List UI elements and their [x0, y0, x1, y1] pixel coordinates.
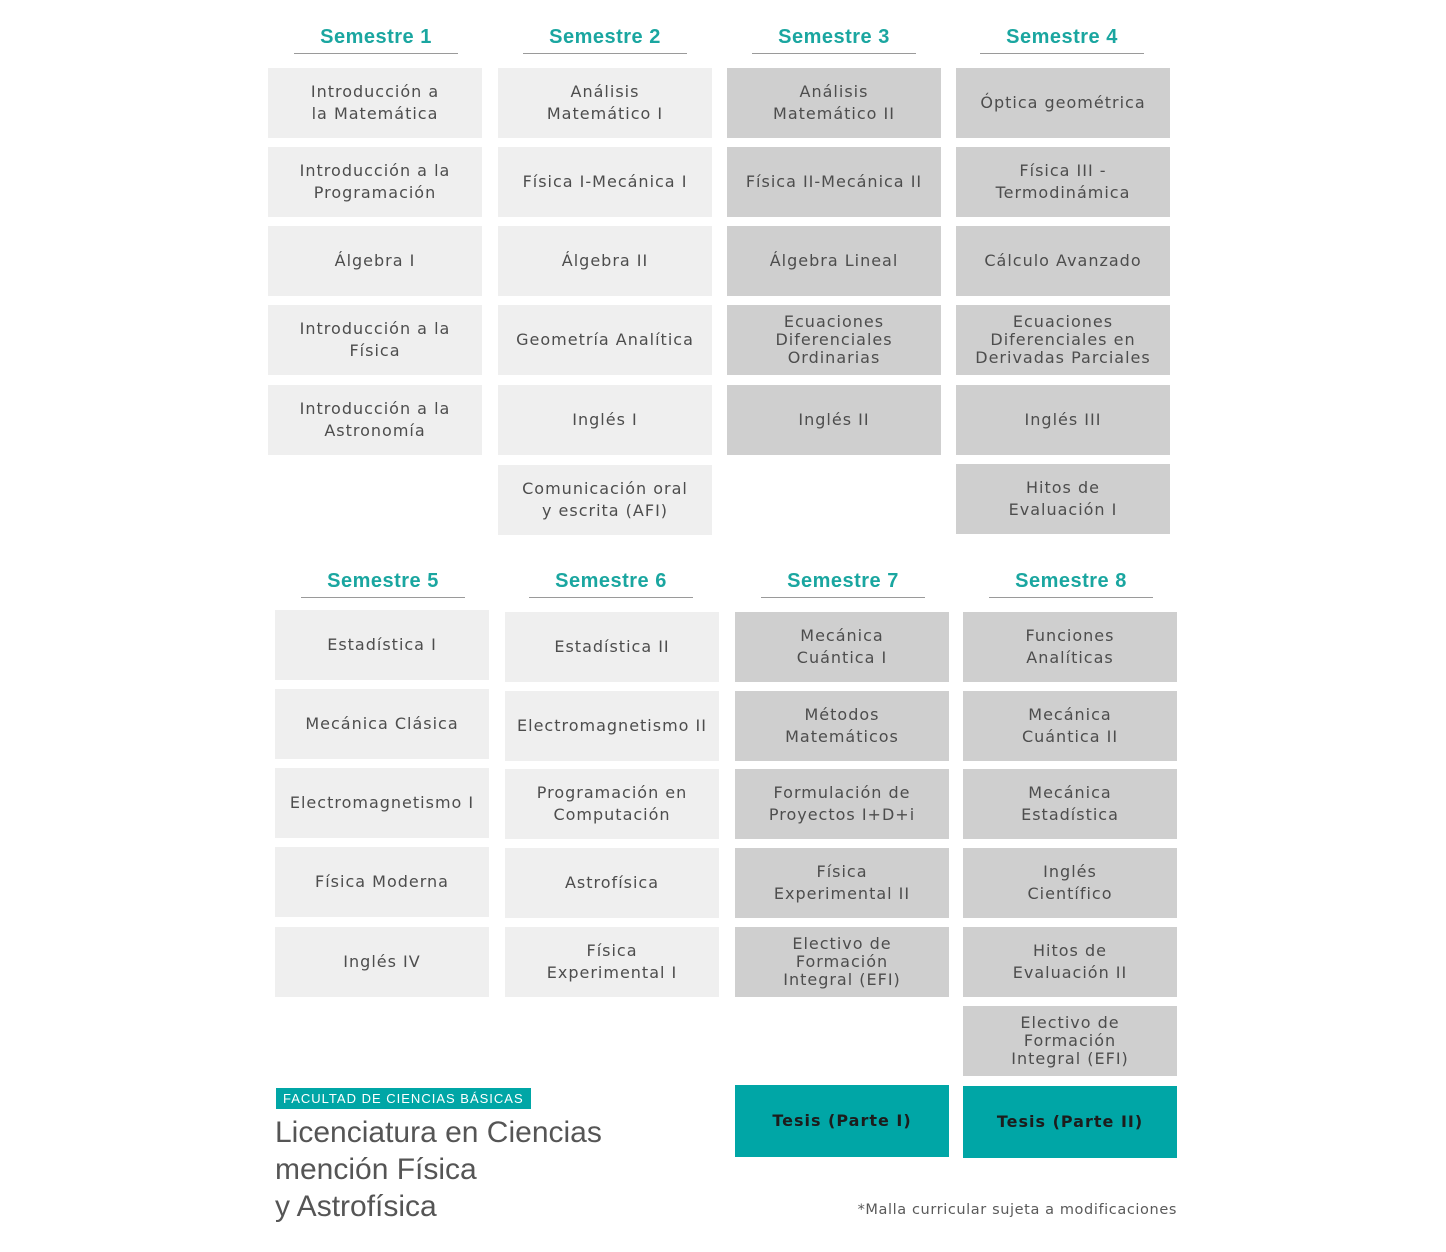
course-card — [275, 610, 489, 680]
course-card — [963, 769, 1177, 839]
course-card — [268, 305, 482, 375]
course-card — [498, 226, 712, 296]
thesis-card — [735, 1085, 949, 1157]
course-label: Álgebra I — [334, 251, 416, 270]
course-card — [268, 68, 482, 138]
course-label: Geometría Analítica — [516, 330, 694, 349]
course-card — [735, 927, 949, 997]
course-label: Introducción a la Matemática — [310, 82, 440, 123]
course-card — [498, 305, 712, 375]
course-label: Métodos Matemáticos — [785, 705, 899, 746]
course-card — [268, 226, 482, 296]
course-label: Introducción a la Física — [299, 319, 451, 360]
course-label: Electromagnetismo II — [517, 716, 707, 735]
course-card — [956, 226, 1170, 296]
course-card — [498, 68, 712, 138]
semester-4-title: Semestre 4 — [980, 24, 1144, 54]
course-card — [735, 769, 949, 839]
course-label: Electivo de Formación Integral (EFI) — [1011, 1013, 1129, 1068]
course-card — [956, 68, 1170, 138]
course-card — [505, 848, 719, 918]
course-card — [727, 147, 941, 217]
course-card — [498, 147, 712, 217]
course-label: Óptica geométrica — [980, 93, 1146, 112]
course-card — [727, 68, 941, 138]
course-card — [275, 847, 489, 917]
course-card — [963, 612, 1177, 682]
course-label: Tesis (Parte II) — [996, 1112, 1144, 1131]
course-card — [735, 848, 949, 918]
course-label: Cálculo Avanzado — [984, 251, 1142, 270]
course-label: Estadística I — [327, 635, 437, 654]
course-label: Inglés I — [572, 410, 638, 429]
course-label: Formulación de Proyectos I+D+i — [768, 783, 916, 824]
faculty-badge: FACULTAD DE CIENCIAS BÁSICAS — [276, 1088, 531, 1109]
course-label: Física I-Mecánica I — [522, 172, 688, 191]
course-label: Introducción a la Astronomía — [299, 399, 451, 440]
semester-2-title: Semestre 2 — [523, 24, 687, 54]
semester-1-title: Semestre 1 — [294, 24, 458, 54]
semester-3-title: Semestre 3 — [752, 24, 916, 54]
course-label: Álgebra II — [561, 251, 649, 270]
course-card — [956, 147, 1170, 217]
course-label: Física Experimental I — [546, 941, 678, 982]
semester-8-title: Semestre 8 — [989, 568, 1153, 598]
course-label: Física Moderna — [315, 872, 449, 891]
course-card — [963, 848, 1177, 918]
course-card — [727, 226, 941, 296]
course-label: Electivo de Formación Integral (EFI) — [783, 934, 901, 989]
course-card — [956, 464, 1170, 534]
course-label: Estadística II — [554, 637, 670, 656]
course-card — [727, 385, 941, 455]
course-label: Física Experimental II — [773, 862, 911, 903]
course-label: Programación en Computación — [536, 783, 688, 824]
course-card — [498, 465, 712, 535]
course-card — [498, 385, 712, 455]
course-label: Mecánica Cuántica I — [796, 626, 888, 667]
course-label: Ecuaciones Diferenciales Ordinarias — [775, 312, 893, 367]
course-label: Análisis Matemático I — [546, 82, 664, 123]
course-label: Inglés IV — [343, 952, 421, 971]
course-label: Mecánica Estadística — [1021, 783, 1119, 824]
course-card — [505, 691, 719, 761]
course-label: Electromagnetismo I — [289, 793, 475, 812]
semester-5-title: Semestre 5 — [301, 568, 465, 598]
course-label: Introducción a la Programación — [299, 161, 451, 202]
course-label: Física II-Mecánica II — [745, 172, 923, 191]
course-label: Inglés II — [798, 410, 870, 429]
course-label: Funciones Analíticas — [1025, 626, 1115, 667]
course-card — [956, 385, 1170, 455]
course-card — [735, 612, 949, 682]
course-card — [956, 305, 1170, 375]
semester-6-title: Semestre 6 — [529, 568, 693, 598]
course-label: Análisis Matemático II — [773, 82, 895, 123]
course-label: Física III - Termodinámica — [995, 161, 1131, 202]
course-label: Mecánica Cuántica II — [1021, 705, 1119, 746]
course-label: Hitos de Evaluación II — [1012, 941, 1128, 982]
course-card — [505, 769, 719, 839]
course-card — [727, 305, 941, 375]
course-card — [963, 691, 1177, 761]
semester-7-title: Semestre 7 — [761, 568, 925, 598]
course-label: Comunicación oral y escrita (AFI) — [522, 479, 688, 520]
course-label: Ecuaciones Diferenciales en Derivadas Parciales — [975, 312, 1151, 367]
course-label: Mecánica Clásica — [305, 714, 459, 733]
course-card — [963, 1006, 1177, 1076]
course-card — [963, 927, 1177, 997]
course-card — [275, 689, 489, 759]
course-label: Tesis (Parte I) — [772, 1111, 912, 1130]
course-card — [505, 927, 719, 997]
course-label: Inglés Científico — [1027, 862, 1113, 903]
course-label: Astrofísica — [564, 873, 660, 892]
program-title: Licenciatura en Ciencias mención Física y Astrofísica — [275, 1116, 602, 1223]
course-card — [275, 927, 489, 997]
course-label: Álgebra Lineal — [769, 251, 899, 270]
course-card — [735, 691, 949, 761]
disclaimer-note: *Malla curricular sujeta a modificaciones — [857, 1202, 1177, 1218]
course-card — [268, 385, 482, 455]
course-label: Hitos de Evaluación I — [1008, 478, 1118, 519]
course-card — [275, 768, 489, 838]
course-label: Inglés III — [1024, 410, 1102, 429]
thesis-card — [963, 1086, 1177, 1158]
course-card — [505, 612, 719, 682]
course-card — [268, 147, 482, 217]
